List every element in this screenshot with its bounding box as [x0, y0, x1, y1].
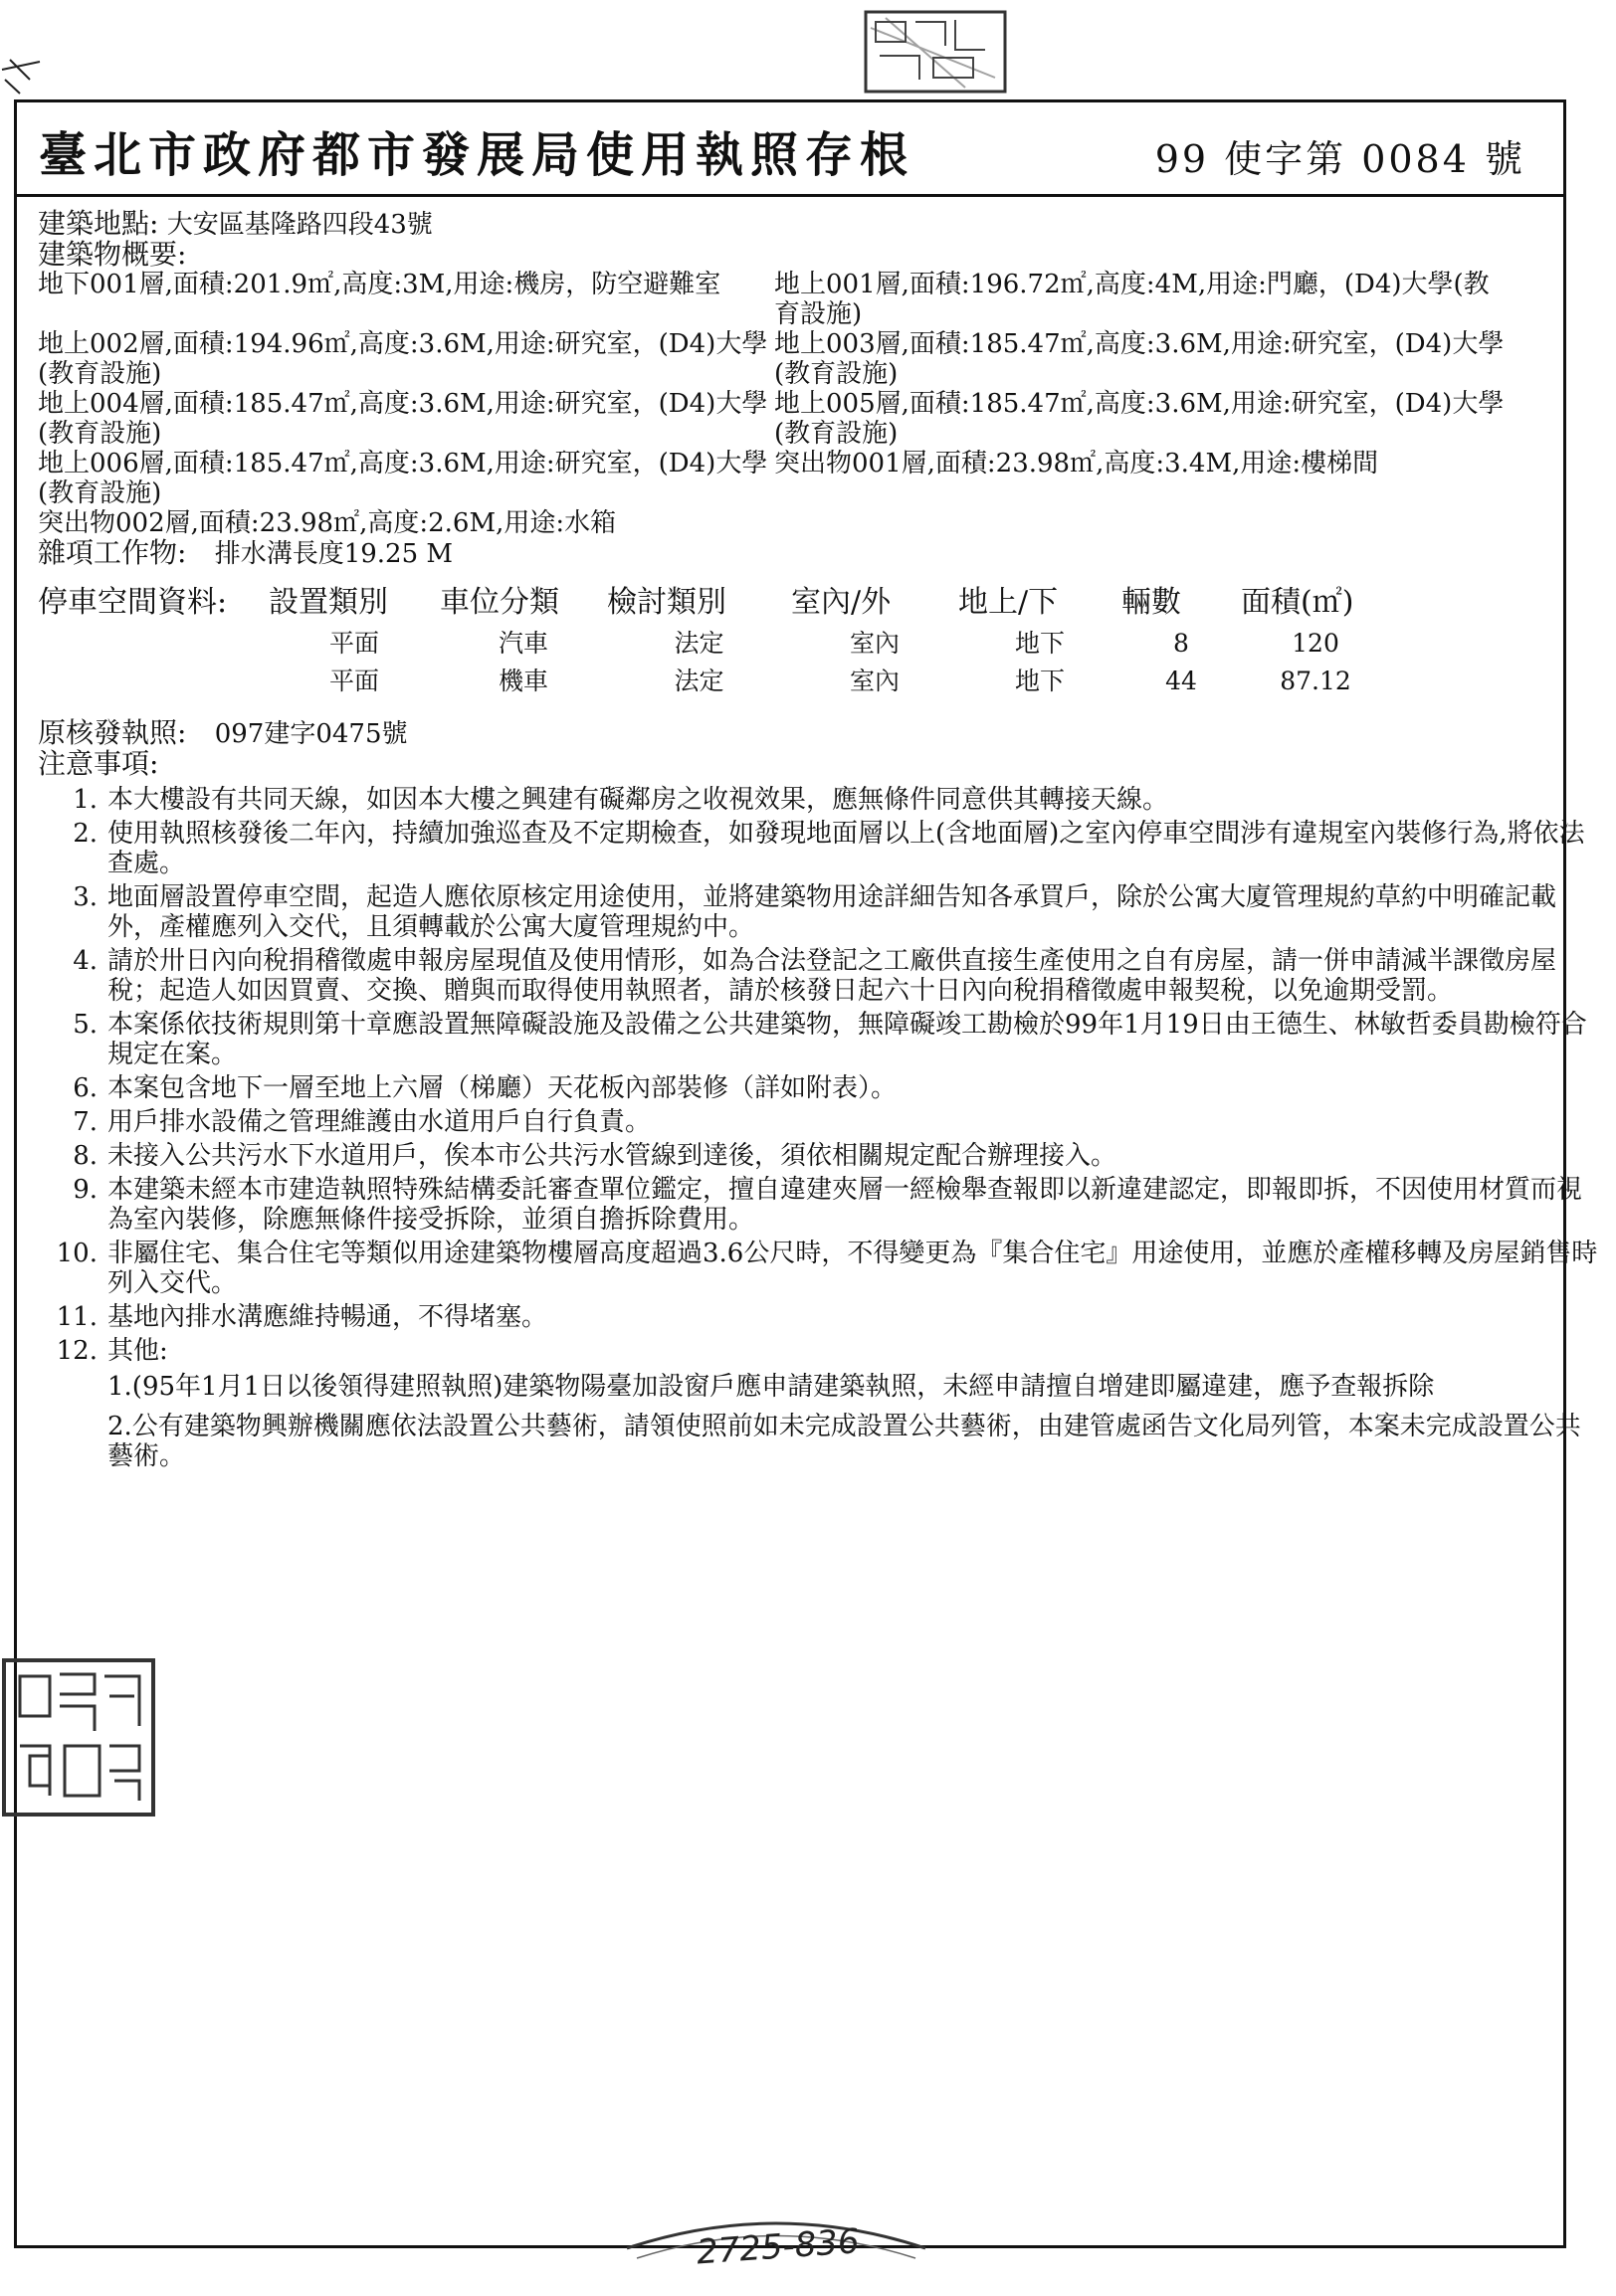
note-item	[38, 1010, 1598, 1069]
site-label: 建築地點:	[38, 207, 159, 240]
floor-spec: 地上001層,面積:196.72㎡,高度:4M,用途:門廳，(D4)大學(教育設施)	[774, 270, 1490, 329]
note-text: 使用執照核發後二年內，持續加強巡查及不定期檢查，如發現地面層以上(含地面層)之室內停車空間涉有違規室內裝修行為,將依法查處。	[107, 819, 1585, 878]
note-item	[38, 946, 1598, 1006]
misc-value: 排水溝長度19.25 M	[214, 539, 454, 569]
floor-spec: 地上002層,面積:194.96㎡,高度:3.6M,用途:研究室，(D4)大學(教育設施)	[38, 329, 768, 389]
parking-header: 地上/下	[958, 585, 1059, 620]
note-text: 本案包含地下一層至地上六層（梯廳）天花板內部裝修（詳如附表）。	[107, 1073, 898, 1103]
parking-row	[38, 663, 1598, 700]
note-item	[38, 1107, 1598, 1137]
site-value: 大安區基隆路四段43號	[166, 210, 433, 240]
overview-row	[38, 508, 1598, 538]
site-line	[38, 209, 1598, 240]
floor-spec: 地上003層,面積:185.47㎡,高度:3.6M,用途:研究室，(D4)大學(教育設施)	[774, 329, 1505, 389]
note-text: 未接入公共污水下水道用戶，俟本市公共污水管線到達後，須依相關規定配合辦理接入。	[107, 1141, 1117, 1171]
bottom-number-stamp	[617, 2208, 935, 2288]
original-label: 原核發執照:	[38, 716, 187, 749]
misc-label: 雜項工作物:	[38, 536, 187, 569]
document-title: 臺北市政府都市發展局使用執照存根	[39, 127, 915, 183]
floor-spec: 地上004層,面積:185.47㎡,高度:3.6M,用途:研究室，(D4)大學(教育設施)	[38, 389, 768, 449]
parking-cell: 87.12	[1280, 667, 1351, 695]
note-text: 請於卅日內向稅捐稽徵處申報房屋現值及使用情形，如為合法登記之工廠供直接生產使用之自有房屋，請一併申請減半課徵房屋稅；起造人如因買賣、交換、贈與而取得使用執照者，請於核發日起六十日內向稅捐稽徵處申報契稅，以免逾期受罰。	[107, 946, 1557, 1006]
overview-grid	[38, 270, 1598, 538]
parking-cell: 機車	[498, 667, 548, 695]
parking-header: 設置類別	[269, 585, 388, 620]
notes-label: 注意事項:	[38, 747, 159, 780]
note-number: 11.	[56, 1302, 98, 1332]
original-value: 097建字0475號	[214, 719, 408, 749]
note-item	[38, 1302, 1598, 1332]
stamp-number: 2725-836	[695, 2221, 861, 2273]
parking-table	[38, 581, 1598, 700]
note-item	[38, 882, 1598, 942]
note-text: 本建築未經本市建造執照特殊結構委託審查單位鑑定，擅自違建夾層一經檢舉查報即以新違建認定，即報即拆，不因使用材質而視為室內裝修，除應無條件接受拆除，並須自擔拆除費用。	[107, 1175, 1583, 1235]
note-item	[38, 1141, 1598, 1171]
parking-header: 面積(㎡)	[1241, 585, 1354, 620]
parking-cell: 汽車	[498, 629, 548, 658]
note-number: 12.	[56, 1336, 98, 1366]
parking-header: 室內/外	[791, 585, 892, 620]
document-body	[38, 209, 1598, 1481]
permit-number: 99 使字第 0084 號	[1154, 137, 1525, 181]
note-text: 地面層設置停車空間，起造人應依原核定用途使用，並將建築物用途詳細告知各承買戶，除於公寓大廈管理規約草約中明確記載外，產權應列入交代，且須轉載於公寓大廈管理規約中。	[107, 882, 1557, 942]
parking-cell: 法定	[674, 629, 724, 658]
note-number: 7.	[73, 1107, 98, 1137]
note-number: 2.	[73, 819, 98, 849]
corner-mark	[0, 50, 60, 99]
floor-spec	[774, 508, 1511, 538]
note-text: 本大樓設有共同天線，如因本大樓之興建有礙鄰房之收視效果，應無條件同意供其轉接天線。	[107, 785, 1169, 815]
overview-row	[38, 329, 1598, 389]
floor-spec: 地上006層,面積:185.47㎡,高度:3.6M,用途:研究室，(D4)大學(教育設施)	[38, 449, 768, 508]
parking-cell: 室內	[849, 667, 900, 695]
parking-cell: 平面	[328, 667, 379, 695]
parking-label: 停車空間資料:	[38, 585, 228, 620]
parking-header: 車位分類	[440, 585, 559, 620]
note-text: 非屬住宅、集合住宅等類似用途建築物樓層高度超過3.6公尺時，不得變更為『集合住宅』用途使用，並應於產權移轉及房屋銷售時列入交代。	[107, 1239, 1598, 1298]
parking-cell: 法定	[674, 667, 724, 695]
sub-note: 1.(95年1月1日以後領得建照執照)建築物陽臺加設窗戶應申請建築執照，未經申請擅自增建即屬違建，應予查報拆除	[107, 1372, 1435, 1402]
floor-spec: 地下001層,面積:201.9㎡,高度:3M,用途:機房，防空避難室	[38, 270, 721, 299]
note-item	[38, 1073, 1598, 1103]
sub-note: 2.公有建築物興辦機關應依法設置公共藝術，請領使照前如未完成設置公共藝術，由建管處函告文化局列管，本案未完成設置公共藝術。	[107, 1412, 1581, 1471]
parking-header: 檢討類別	[607, 585, 726, 620]
parking-cell: 地下	[1014, 629, 1065, 658]
notes-list	[38, 785, 1598, 1471]
note-number: 4.	[73, 946, 98, 976]
note-number: 3.	[73, 882, 98, 912]
parking-cell: 地下	[1014, 667, 1065, 695]
header-bar	[17, 102, 1563, 197]
note-text: 本案係依技術規則第十章應設置無障礙設施及設備之公共建築物，無障礙竣工勘檢於99年1月19日由王德生、林敏哲委員勘檢符合規定在案。	[107, 1010, 1587, 1069]
note-number: 8.	[73, 1141, 98, 1171]
note-text: 用戶排水設備之管理維護由水道用戶自行負責。	[107, 1107, 652, 1137]
misc-line	[38, 538, 1598, 569]
note-number: 9.	[73, 1175, 98, 1205]
note-number: 10.	[56, 1239, 98, 1268]
note-item	[38, 1239, 1598, 1298]
overview-label: 建築物概要:	[38, 238, 187, 271]
note-number: 5.	[73, 1010, 98, 1040]
parking-header-row	[38, 581, 1598, 625]
note-item	[38, 1336, 1598, 1366]
note-number: 1.	[73, 785, 98, 815]
floor-spec: 突出物002層,面積:23.98㎡,高度:2.6M,用途:水箱	[38, 508, 617, 538]
parking-cell: 44	[1165, 667, 1197, 695]
parking-header: 輛數	[1121, 585, 1181, 620]
parking-cell: 8	[1173, 629, 1189, 658]
floor-spec: 地上005層,面積:185.47㎡,高度:3.6M,用途:研究室，(D4)大學(教育設施)	[774, 389, 1505, 449]
parking-cell: 室內	[849, 629, 900, 658]
original-permit-line	[38, 718, 1598, 749]
official-seal-stamp	[856, 8, 1055, 99]
floor-spec: 突出物001層,面積:23.98㎡,高度:3.4M,用途:樓梯間	[774, 449, 1379, 478]
overview-row	[38, 449, 1598, 508]
left-seal-stamp	[0, 1656, 159, 1820]
note-item	[38, 819, 1598, 878]
note-number: 6.	[73, 1073, 98, 1103]
note-text: 基地內排水溝應維持暢通，不得堵塞。	[107, 1302, 548, 1332]
note-text: 其他:	[107, 1336, 168, 1366]
parking-cell: 120	[1292, 629, 1339, 658]
note-item	[38, 1175, 1598, 1235]
parking-cell: 平面	[328, 629, 379, 658]
overview-row	[38, 389, 1598, 449]
overview-row	[38, 270, 1598, 329]
parking-row	[38, 625, 1598, 663]
note-item	[38, 785, 1598, 815]
